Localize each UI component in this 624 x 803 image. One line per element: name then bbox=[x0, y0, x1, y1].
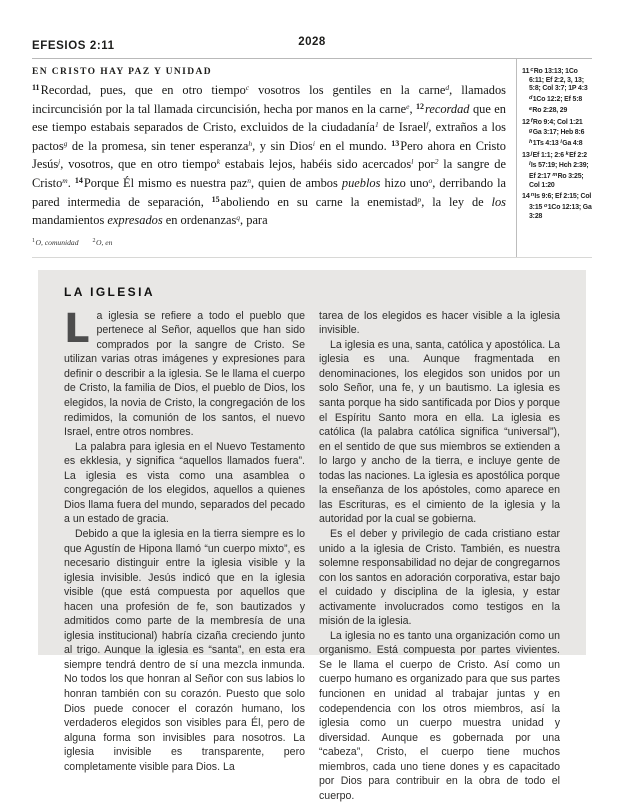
reference-marker: p bbox=[417, 194, 422, 204]
reference-marker: l bbox=[411, 157, 414, 167]
reference-marker: g bbox=[63, 138, 68, 148]
verse-segment: recordad bbox=[425, 101, 470, 116]
verse-segment: , para bbox=[240, 213, 268, 228]
verse-segment: vosotros los gentiles en la carne bbox=[249, 83, 446, 97]
passage-block bbox=[32, 58, 592, 258]
article-columns bbox=[64, 305, 560, 803]
reference-marker: h bbox=[248, 138, 253, 148]
verse-segment: de Israel bbox=[378, 120, 427, 135]
verse-segment: de la promesa, sin tener esperanza bbox=[67, 138, 249, 153]
running-head-reference: EFESIOS 2:11 bbox=[32, 40, 115, 52]
verse-segment: , y sin Dios bbox=[252, 138, 313, 153]
verse-segment: en el mundo. bbox=[314, 138, 392, 153]
verse-segment: aboliendo en su carne la enemistad bbox=[220, 194, 418, 209]
article-panel bbox=[38, 270, 586, 802]
article-paragraph: Debido a que la iglesia en la tierra siempre es lo que Agustín de Hipona llamó “un cuerpo mixto”, es necesario distinguir entre la iglesia visible y la iglesia invisible. Jesús indicó que en la iglesia visible (que está compuesta por aquellos que hacen una profesión de fe, son bautizados y admitidos como parte de la membresía de una iglesia institucional) habría cizaña creciendo junto al trigo. Aunque la iglesia es “santa”, en esta era siempre tendrá dentro de sí una mezcla inmunda. No todos los que honran al Señor con sus labios lo honran también con su corazón. Puesto que solo Dios puede conocer el corazón humano, los verdaderos elegidos son visibles para Él, pero de alguna forma son invisibles para nosotros. La iglesia invisible es transparente, pero completamente visible para Dios. La bbox=[64, 527, 305, 773]
footnote: $^2$O, en bbox=[92, 237, 113, 247]
reference-marker: o bbox=[428, 175, 433, 185]
reference-marker: k bbox=[216, 157, 221, 167]
article-paragraph: Es el deber y privilegio de cada cristiano estar unido a la iglesia de Cristo. También, es nuestra solemne responsabilidad no dejar de congregarnos con los santos en adoración corporativa, estar bajo el cuidado y disciplina de la iglesia, y estar activamente involucrados como testigos en la misión de la iglesia. bbox=[319, 527, 560, 628]
footnote: $^1$O, comunidad bbox=[32, 237, 79, 247]
reference-marker: d bbox=[445, 83, 450, 92]
verse-segment: , derribando la pared intermedia de separación, bbox=[32, 175, 507, 209]
verse-number: 13 bbox=[391, 138, 400, 148]
verse-number: 15 bbox=[211, 194, 220, 204]
verse-segment: que en ese tiempo estabais separados de Cristo, excluidos de la ciudadanía bbox=[32, 101, 507, 135]
verse-segment: la sangre de Cristo bbox=[32, 157, 506, 190]
article-title: LA IGLESIA bbox=[64, 284, 155, 299]
cross-reference-entry: 14$^n$Is 9:6; Ef 2:15; Col 3:15 $^o$1Co 12:13; Ga 3:28 bbox=[522, 191, 592, 220]
verse-segment: en ordenanzas bbox=[162, 213, 237, 228]
verse-segment: expresados bbox=[107, 213, 163, 228]
cross-reference-entry: 11$^c$Ro 13:13; 1Co 6:11; Ef 2:2, 3, 13; 5:8; Col 3:7; 1P 4:3 $^d$1Co 12:2; Ef 5:8 $^e$Ro 2:28, 29 bbox=[522, 66, 588, 114]
reference-marker: i bbox=[312, 138, 315, 148]
verse-text bbox=[32, 80, 506, 229]
reference-marker: e bbox=[406, 101, 410, 111]
verse-segment: hizo uno bbox=[380, 175, 429, 190]
reference-marker: q bbox=[236, 213, 241, 223]
verse-segment: . bbox=[67, 175, 75, 190]
verse-segment: , la ley de bbox=[421, 194, 492, 209]
verse-segment: por bbox=[413, 157, 435, 172]
reference-marker: 2 bbox=[434, 157, 439, 167]
passage-column bbox=[32, 59, 516, 257]
reference-marker: 1 bbox=[374, 120, 379, 130]
verse-segment: los bbox=[491, 194, 506, 209]
verse-segment: pueblos bbox=[341, 175, 381, 190]
cross-reference-column bbox=[516, 59, 592, 257]
page-number: 2028 bbox=[298, 36, 326, 48]
cross-reference-entry: 12$^f$Ro 9:4; Col 1:21 $^g$Ga 3:17; Heb 8:6 $^h$1Ts 4:13 $^i$Ga 4:8 bbox=[522, 116, 585, 147]
article-column-left bbox=[64, 305, 305, 803]
cross-reference-entry: 13$^j$Ef 1:1; 2:6 $^k$Ef 2:2 $^l$Is 57:19; Hch 2:39; Ef 2:17 $^m$Ro 3:25; Col 1:20 bbox=[522, 149, 589, 189]
reference-marker: n bbox=[247, 175, 252, 185]
verse-segment: , extraños a los pactos bbox=[32, 120, 507, 153]
reference-marker: m bbox=[62, 175, 68, 185]
verse-segment: , vosotros, que en otro tiempo bbox=[60, 157, 217, 172]
verse-segment: Porque Él mismo es nuestra paz bbox=[83, 175, 248, 190]
verse-segment: , bbox=[409, 101, 416, 116]
verse-segment: Pero ahora en Cristo Jesús bbox=[32, 138, 506, 172]
verse-segment: mandamientos bbox=[32, 213, 108, 228]
verse-segment: estabais lejos, habéis sido acercados bbox=[220, 157, 412, 172]
verse-number: 11 bbox=[32, 83, 40, 92]
footnotes bbox=[32, 238, 506, 247]
reference-marker: c bbox=[245, 83, 250, 92]
article-paragraph: La iglesia no es tanto una organización como un organismo. Está compuesta por partes vivientes. Se le llama el cuerpo de Cristo. Así como un cuerpo humano es organizado para que sus partes funcionen en unidad al trabajar juntas y en codependencia con los otros miembros, así la iglesia como un cuerpo muestra unidad y diversidad. Aunque es gobernada por una “cabeza”, Cristo, el cuerpo tiene muchos miembros, cada uno tiene dones y es capacitado por Dios para contribuir en la obra de todo el cuerpo. bbox=[319, 629, 560, 802]
verse-segment: , llamados incircuncisión por la tal llamada circuncisión, hecha por manos en la carne bbox=[32, 83, 506, 116]
reference-marker: j bbox=[58, 157, 61, 167]
verse-number: 12 bbox=[416, 101, 424, 111]
bible-page bbox=[0, 36, 624, 802]
verse-segment: Recordad, pues, que en otro tiempo bbox=[40, 83, 246, 97]
reference-marker: f bbox=[426, 120, 429, 130]
drop-cap: L bbox=[64, 305, 90, 352]
verse-segment: , quien de ambos bbox=[251, 175, 342, 190]
running-head bbox=[32, 36, 592, 54]
verse-number: 14 bbox=[74, 175, 83, 185]
article-paragraph: La iglesia es una, santa, católica y apostólica. La iglesia es una. Aunque fragmentada en denominaciones, los elegidos son unidos por un solo Señor, una fe, y un bautismo. La iglesia es santa porque ha sido santificada por Dios y porque el Espíritu Santo mora en ella. La iglesia es católica (la palabra católica significa “universal”), en el sentido de que sus miembros se extienden a lo largo y ancho de la tierra, e incluye gente de todas las naciones. La iglesia es apostólica porque la enseñanza de los apóstoles, como aparece en las Escrituras, es el cimiento de la iglesia y la autoridad por la cual se gobierna. bbox=[319, 338, 560, 526]
article-column-right bbox=[319, 309, 560, 803]
article-paragraph: La iglesia se refiere a todo el pueblo que pertenece al Señor, aquellos que han sido comprados por la sangre de Cristo. Se utilizan varias otras imágenes y expresiones para definir o describir a la iglesia. Se le llama el cuerpo de Cristo, la familia de Dios, el pueblo de Dios, los elegidos, la novia de Cristo, la congregación de los redimidos, la comunión de los santos, el nuevo Israel, entre otros nombres. bbox=[64, 305, 305, 439]
article-paragraph: tarea de los elegidos es hacer visible a la iglesia invisible. bbox=[319, 309, 560, 337]
section-heading: EN CRISTO HAY PAZ Y UNIDAD bbox=[32, 67, 213, 77]
article-paragraph: La palabra para iglesia en el Nuevo Testamento es ekklesia, y significa “aquellos llamados fuera”. La iglesia es vista como una asamblea o congregación de los elegidos, aquellos a quienes Dios llama fuera del mundo, separados del pecado a un estado de gracia. bbox=[64, 440, 305, 526]
